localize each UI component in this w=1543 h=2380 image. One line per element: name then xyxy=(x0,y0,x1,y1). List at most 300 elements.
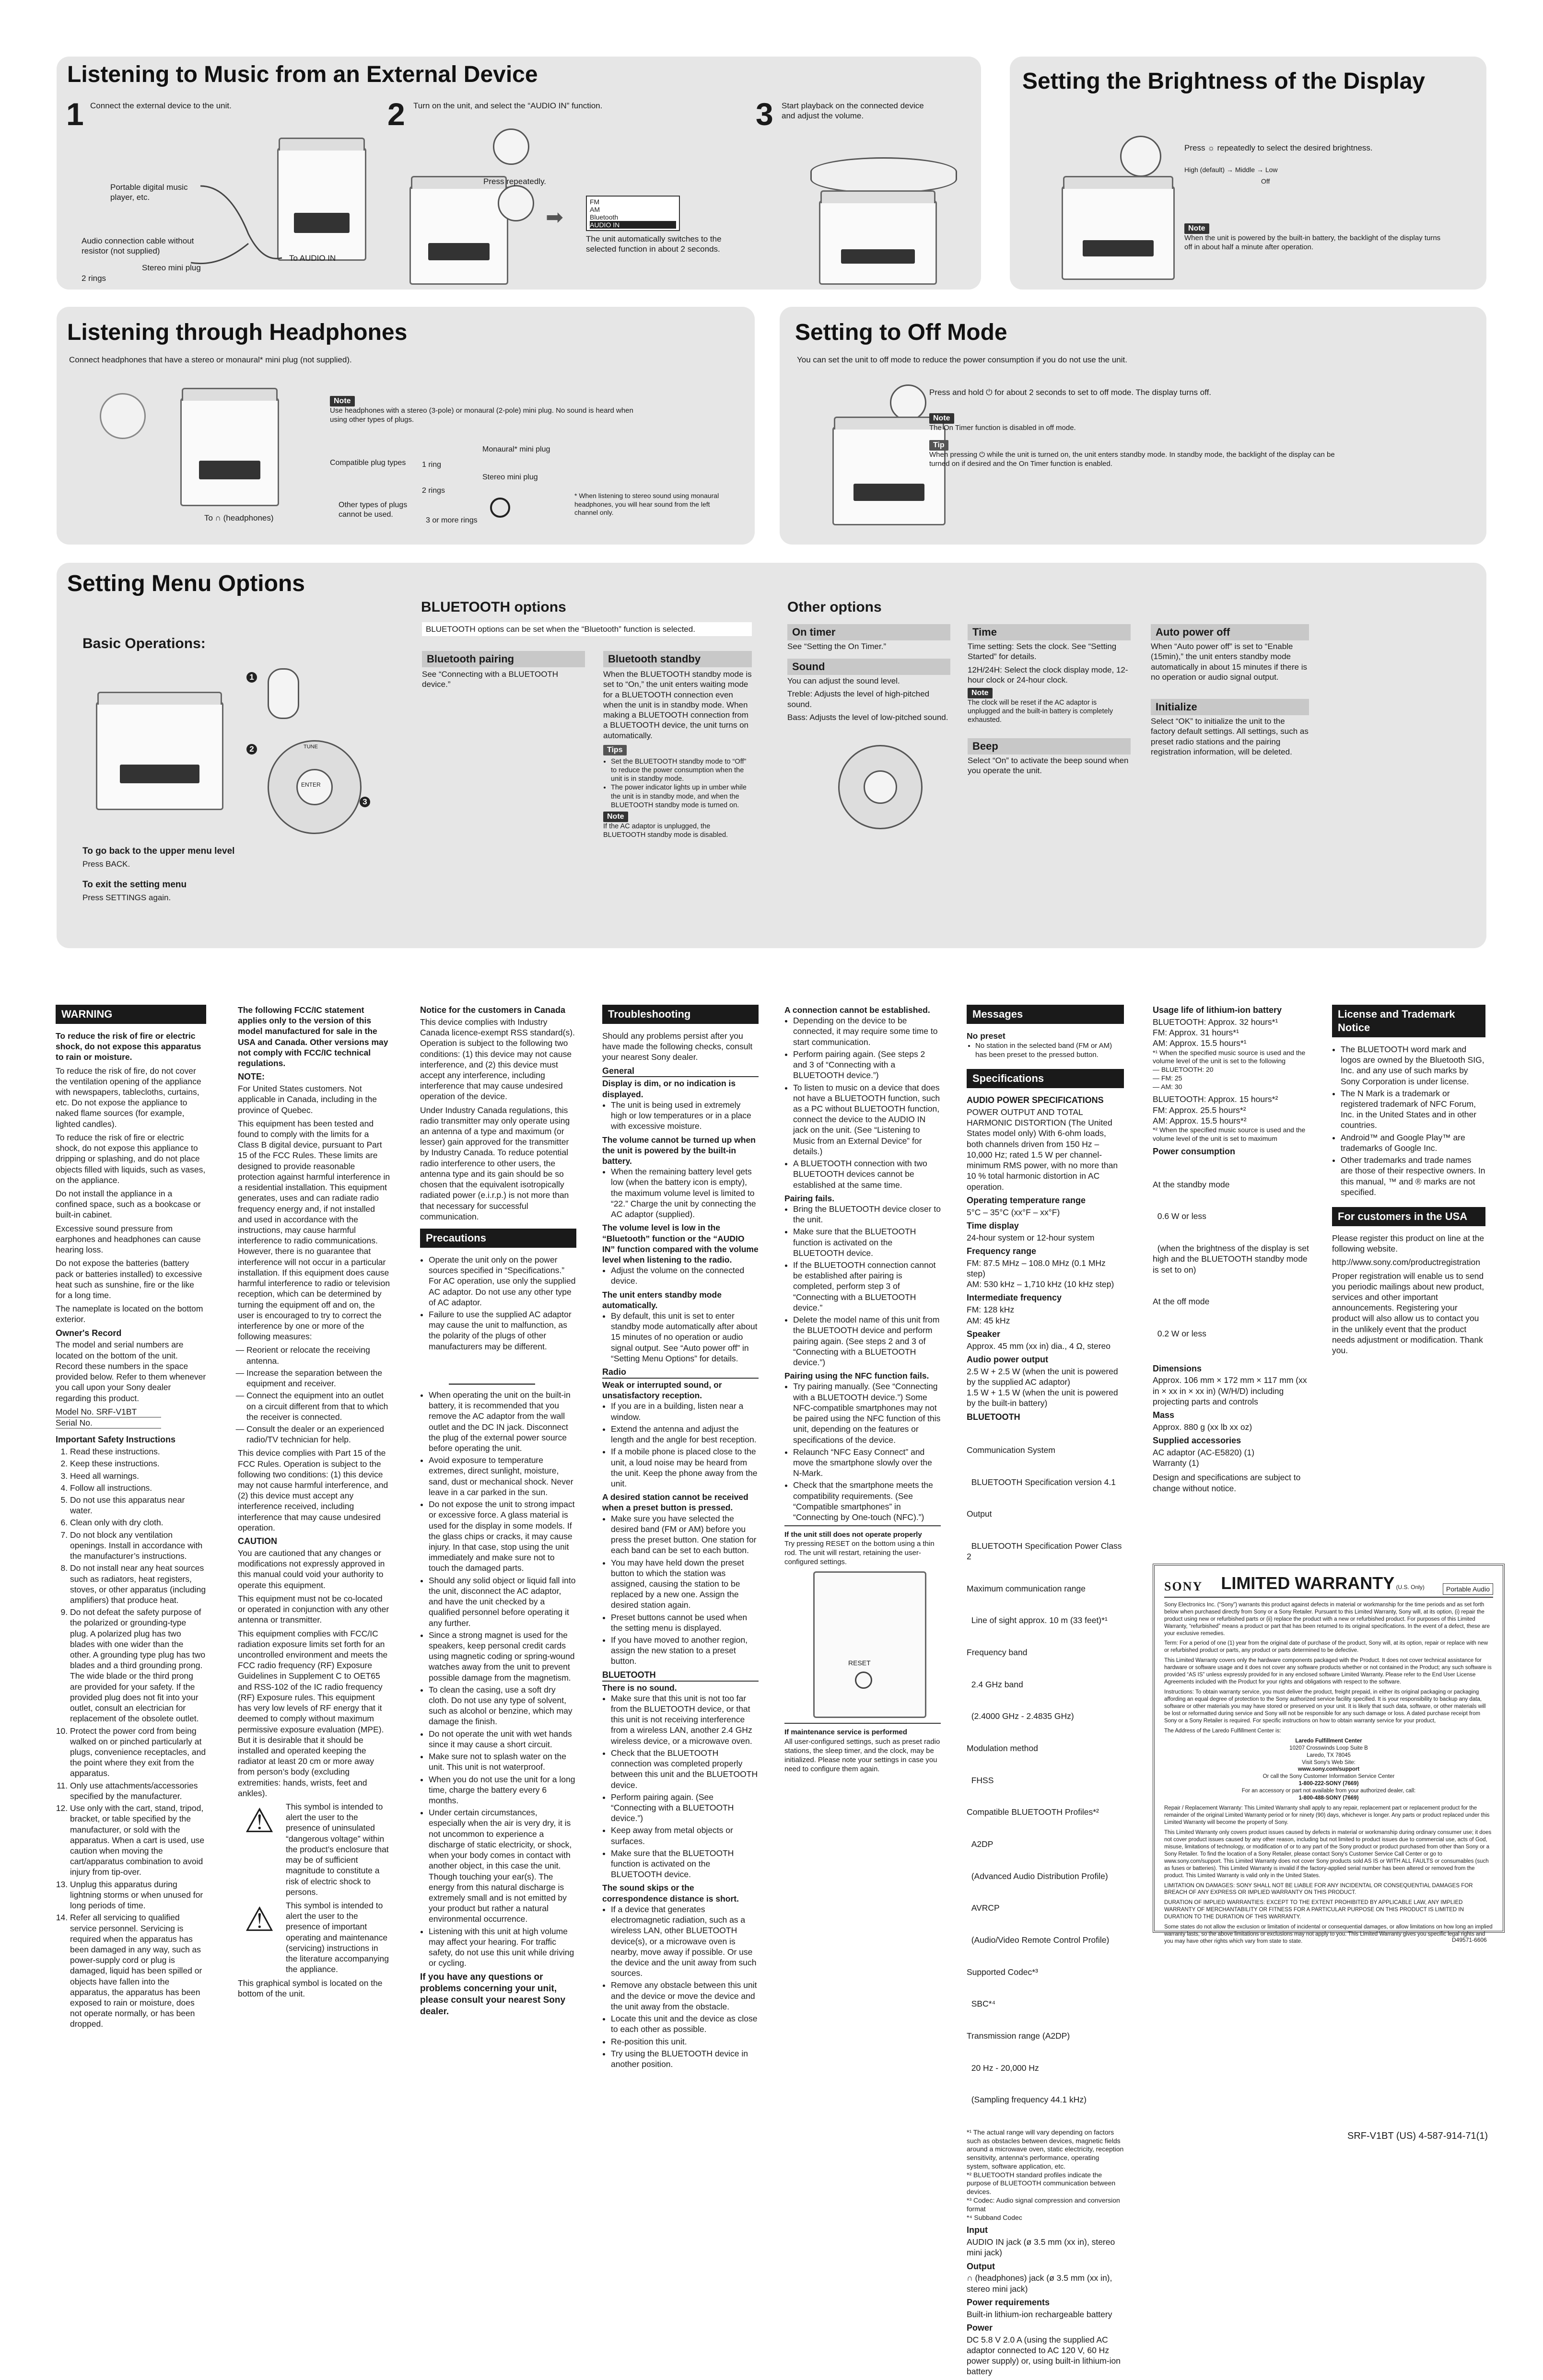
maintenance-text: All user-configured settings, such as preset radio stations, the sleep timer, and the clock, may be initialized. Please note your settings in case you need to configure them again. xyxy=(784,1737,940,1773)
list-item: — Connect the equipment into an outlet on a circuit different from that to which the receiver is connected. xyxy=(246,1390,390,1422)
spec-line: 2.4 GHz band xyxy=(967,1679,1023,1689)
callout-2: 2 xyxy=(246,744,257,755)
tip-text: When pressing ⏻ while the unit is turned on, the unit enters standby mode. In standby mode, the backlight of the display can be turned on if desired and the On Timer function is enabled. xyxy=(929,451,1335,468)
spec-line: (when the brightness of the display is set high and the BLUETOOTH standby mode is set to on) xyxy=(1153,1243,1311,1275)
sound-header: Sound xyxy=(787,659,950,675)
list-item: 11. Only use attachments/accessories specified by the manufacturer. xyxy=(70,1780,206,1801)
menu-item: FM xyxy=(590,198,600,206)
section-title: Listening to Music from an External Device xyxy=(67,62,538,87)
time-header: Time xyxy=(968,624,1131,640)
spec-line: Warranty (1) xyxy=(1153,1458,1199,1468)
prohibited-icon xyxy=(490,498,510,518)
initialize-header: Initialize xyxy=(1151,699,1309,715)
owners-record-text: The model and serial numbers are located on the bottom of the unit. Record these numbers in the space provided below. Refer to them whenever you call upon your Sony dealer regarding this product. xyxy=(56,1340,206,1403)
note-label: Note xyxy=(603,812,628,822)
note-text: If the AC adaptor is unplugged, the BLUETOOTH standby mode is disabled. xyxy=(603,822,728,839)
bluetooth-spec-list xyxy=(967,1423,1124,2126)
auto-power-off-text: When “Auto power off” is set to “Enable (15min),” the unit enters standby mode automatically in about 15 minutes if there is no operation or audio signal output. xyxy=(1151,642,1308,682)
problem-heading: There is no sound. xyxy=(602,1683,677,1693)
column-troubleshooting-2 xyxy=(784,1005,941,1776)
bluetooth-pairing-text: See “Connecting with a BLUETOOTH device.” xyxy=(422,670,559,689)
fcc-p: You are cautioned that any changes or modifications not expressly approved in this manual could void your authority to operate this equipment. xyxy=(238,1548,385,1590)
list-item: • The BLUETOOTH word mark and logos are owned by the Bluetooth SIG, Inc. and any use of such marks by Sony Corporation is under license. xyxy=(1341,1044,1485,1087)
basic-operations-heading: Basic Operations: xyxy=(82,636,206,651)
canada-heading: Notice for the customers in Canada xyxy=(420,1005,566,1015)
step-2-text: Turn on the unit, and select the “AUDIO IN” function. xyxy=(413,101,603,110)
spec-heading: Operating temperature range xyxy=(967,1195,1086,1205)
list-item: • The unit is being used in extremely high or low temperatures or in a place with excessive moisture. xyxy=(611,1100,759,1132)
fcc-measures xyxy=(238,1345,390,1445)
sound-text xyxy=(787,676,950,722)
list-item: • Perform pairing again. (See “Connecting with a BLUETOOTH device.”) xyxy=(611,1792,759,1824)
function-button-icon xyxy=(493,128,529,165)
list-item: • Extend the antenna and adjust the length and the angle for best reception. xyxy=(611,1424,759,1445)
step-3-text: Start playback on the connected device and adjust the volume. xyxy=(782,101,924,121)
enter-button-icon xyxy=(864,770,897,804)
list-item: • Relaunch “NFC Easy Connect” and move the smartphone slowly over the N-Mark. xyxy=(793,1447,941,1479)
precautions-header: Precautions xyxy=(420,1229,576,1248)
list-item: 14. Refer all servicing to qualified service personnel. Servicing is required when the apparatus has been damaged in any way, such as power-supply cord or plug is damaged, liquid has been spilled or objects have fallen into the apparatus, the apparatus has been exposed to rain or moisture, does not operate normally, or has been dropped. xyxy=(70,1912,206,2029)
spec-line: 0.2 W or less xyxy=(1153,1328,1206,1338)
exit-text: Press SETTINGS again. xyxy=(82,893,171,902)
list-item: • Locate this unit and the device as close to each other as possible. xyxy=(611,2013,759,2034)
list-item: • If a device that generates electromagnetic radiation, such as a wireless LAN, other BLUETOOTH device(s), or a microwave oven is nearby, move away if possible. Or use the device and the unit away from such sources. xyxy=(611,1904,759,1979)
list-item: • If the BLUETOOTH connection cannot be established after pairing is completed, perform step 3 of “Connecting with a BLUETOOTH device.” xyxy=(793,1260,941,1313)
symbol-text: This symbol is intended to alert the user to the presence of important operating and maintenance (servicing) instructions in the literature accompanying the appliance. xyxy=(286,1901,389,1974)
menu-item: AM xyxy=(590,206,600,214)
exclamation-warning-icon: ⚠ xyxy=(244,1901,275,1938)
bass-desc: Bass: Adjusts the level of low-pitched sound. xyxy=(787,712,948,722)
list-item: • Make sure that the BLUETOOTH function is activated on the BLUETOOTH device. xyxy=(611,1848,759,1880)
list-item: • Check that the BLUETOOTH connection was completed properly between this unit and the BLUETOOTH device. xyxy=(611,1748,759,1790)
list-item: • When the remaining battery level gets low (when the battery icon is empty), the maximum volume level is limited to “22.” Charge the unit by connecting the AC adaptor (supplied). xyxy=(611,1166,759,1219)
spec-line: AM: Approx. 15.5 hours*¹ xyxy=(1153,1038,1247,1048)
safety-instructions-list xyxy=(56,1446,206,2030)
spec-text: AM: 45 kHz xyxy=(967,1315,1010,1325)
label-cable: Audio connection cable without resistor (not supplied) xyxy=(82,236,194,256)
power-button-icon xyxy=(890,384,926,421)
unit-illustration xyxy=(96,702,223,810)
spec-line: Maximum communication range xyxy=(967,1583,1086,1593)
note-label: Note xyxy=(968,688,993,698)
label-stereo-plug: Stereo mini plug xyxy=(482,473,538,481)
fcc-p: For United States customers. Not applicable in Canada, including in the province of Quebec. xyxy=(238,1084,377,1115)
list-item: • Try using the BLUETOOTH device in another position. xyxy=(611,2048,759,2069)
column-specifications-2 xyxy=(1153,1005,1309,1497)
list-item: • Do not expose the unit to strong impact or excessive force. A glass material is used for the display in some models. If the glass chips or cracks, it may cause injury. In that case, stop using the unit immediately and make sure not to touch the damaged parts. xyxy=(429,1499,576,1574)
warranty-us-only: (U.S. Only) xyxy=(1396,1584,1425,1591)
license-header: License and Trademark Notice xyxy=(1332,1005,1485,1037)
troubleshooting-header: Troubleshooting xyxy=(602,1005,759,1024)
on-timer-text: See “Setting the On Timer.” xyxy=(787,642,886,651)
list-item: • Bring the BLUETOOTH device closer to the unit. xyxy=(793,1204,941,1225)
tune-label: TUNE xyxy=(304,744,318,750)
note-label: Note xyxy=(330,396,355,406)
warning-p: To reduce the risk of fire, do not cover the ventilation opening of the appliance with newspapers, tablecloths, curtains, etc. Do not expose the appliance to naked flame sources (for example, lighted candles). xyxy=(56,1066,201,1129)
function-menu-display xyxy=(586,196,680,231)
step-2-number: 2 xyxy=(387,96,405,132)
list-item: • If you are in a building, listen near a window. xyxy=(611,1401,759,1422)
column-warning xyxy=(56,1005,206,2032)
warranty-p: Sony Electronics Inc. (“Sony”) warrants this product against defects in material or workmanship for the time periods and as set forth below when purchased directly from Sony or a Sony Retailer. Pursuant to this Limited Warranty, Sony will, at its option, (i) repair the product using new or refurbished parts or (ii) replace the product with a new or refurbished product. For purposes of this Limited Warranty, “refurbished” means a product or part that has been returned to its original specifications. In the event of a defect, these are your exclusive remedies. xyxy=(1164,1602,1490,1637)
label-press-repeatedly: Press repeatedly. xyxy=(483,177,547,186)
spec-line: Modulation method xyxy=(967,1743,1038,1753)
fcc-p: This equipment has been tested and found to comply with the limits for a Class B digital device, pursuant to Part 15 of the FCC Rules. These limits are designed to provide reasonable protection against harmful interference in a residential installation. This equipment generates, uses and can radiate radio frequency energy and, if not installed and used in accordance with the instructions, may cause harmful interference to radio communications. However, there is no guarantee that interference will not occur in a particular installation. If this equipment does cause harmful interference to radio or television reception, which can be determined by turning the equipment off and on, the user is encouraged to try to correct the interference by one or more of the following measures: xyxy=(238,1118,390,1342)
note-heading: NOTE: xyxy=(238,1072,265,1082)
bluetooth-pairing-header: Bluetooth pairing xyxy=(422,651,585,667)
unit-illustration-3 xyxy=(819,200,937,285)
list-item: • Delete the model name of this unit from the BLUETOOTH device and perform pairing again. (See steps 2 and 3 of “Connecting with a BLUETOOTH device.”) xyxy=(793,1314,941,1368)
list-item: • Try pairing manually. (See “Connecting with a BLUETOOTH device.”) Some NFC-compatible smartphones may not be paired using the NFC function of this unit, depending on the features or specifications of the device. xyxy=(793,1381,941,1445)
label-2-rings: 2 rings xyxy=(82,274,106,283)
off-instruction: Press and hold ⏻ for about 2 seconds to set to off mode. The display turns off. xyxy=(929,388,1212,397)
note-label: Note xyxy=(929,413,954,424)
footnote: *¹ When the specified music source is used and the volume level of the unit is set to the following — BLUETOOTH: 20 — FM: 25 — AM: 30 xyxy=(1153,1048,1306,1091)
spec-heading: Speaker xyxy=(967,1329,1001,1339)
spec-line: Supported Codec*³ xyxy=(967,1967,1038,1977)
bluetooth-heading: BLUETOOTH xyxy=(602,1670,759,1682)
address-line: 1-800-222-SONY (7669) xyxy=(1298,1781,1359,1787)
list-item: • No station in the selected band (FM or AM) has been preset to the pressed button. xyxy=(975,1041,1124,1059)
canada-p: This device complies with Industry Canada licence-exempt RSS standard(s). Operation is subject to the following two conditions: (1) this device may not cause interference, and (2) this device must accept any interference, including interference that may cause undesired operation of the device. xyxy=(420,1017,575,1102)
panel-off-mode xyxy=(780,307,1486,545)
spec-text: Approx. 106 mm × 172 mm × 117 mm (xx in × xx in × xx in) (W/H/D) including projecting parts and controls xyxy=(1153,1375,1307,1406)
footnote: *⁴ Subband Codec xyxy=(967,2213,1022,2221)
column-troubleshooting xyxy=(602,1005,759,2072)
spec-text: AM: 530 kHz – 1,710 kHz (10 kHz step) xyxy=(967,1279,1114,1289)
list-item: 12. Use only with the cart, stand, tripod, bracket, or table specified by the manufacturer, or sold with the apparatus. When a cart is used, use caution when moving the cart/apparatus combination to avoid injury from tip-over. xyxy=(70,1803,206,1878)
list-item: • Depending on the device to be connected, it may require some time to start communication. xyxy=(793,1015,941,1047)
spec-text: 5°C – 35°C (xx°F – xx°F) xyxy=(967,1207,1060,1217)
warning-header: WARNING xyxy=(56,1005,206,1024)
warranty-p: Instructions: To obtain warranty service, you must deliver the product, freight prepaid, in either its original packaging or packaging affording an equal degree of protection to the Sony authorized service facility specified. It is your responsibility to backup any data, software or other materials you may have stored or preserved on your unit. It is likely that such data, software, or other materials will be lost or reformatted during service and Sony will not be responsible for any such damage or loss. A dated purchase receipt from Sony or a Sony Retailer is required. For specific instructions on how to obtain warranty service for your product, xyxy=(1164,1689,1486,1724)
list-item: • A BLUETOOTH connection with two BLUETOOTH devices cannot be established at the same time. xyxy=(793,1158,941,1190)
warranty-p: Some states do not allow the exclusion or limitation of incidental or consequential damages, or allow limitations on how long an implied warranty lasts, so the above limitations or exclusions may not apply to you. This Limited Warranty gives you specific legal rights and you may have other rights which vary from state to state. xyxy=(1164,1924,1493,1945)
spec-text: FM: 128 kHz xyxy=(967,1305,1015,1315)
spec-heading: Supplied accessories xyxy=(1153,1436,1241,1446)
tips-label: Tips xyxy=(603,745,627,755)
address-line: Laredo Fulfillment Center xyxy=(1295,1738,1362,1744)
symbol-row xyxy=(238,1900,390,1975)
off-intro: You can set the unit to off mode to reduce the power consumption if you do not use the unit. xyxy=(797,355,1127,364)
warning-p: To reduce the risk of fire or electric shock, do not expose this appliance to dripping or splashing, and do not place objects filled with liquids, such as vases, on the appliance. xyxy=(56,1132,206,1185)
registration-link[interactable]: http://www.sony.com/productregistration xyxy=(1332,1257,1480,1267)
headphones-intro: Connect headphones that have a stereo or monaural* mini plug (not supplied). xyxy=(69,355,352,364)
section-title: Setting Menu Options xyxy=(67,571,305,596)
spec-line: BLUETOOTH: Approx. 32 hours*¹ xyxy=(1153,1017,1278,1027)
canada-p: Under Industry Canada regulations, this radio transmitter may only operate using an antenna of a type and maximum (or lesser) gain approved for the transmitter by Industry Canada. To reduce potential radio interference to other users, the antenna type and its gain should be so chosen that the equivalent isotropically radiated power (e.i.r.p.) is not more than that necessary for successful communication. xyxy=(420,1105,570,1221)
callout-1: 1 xyxy=(246,672,257,683)
usa-header: For customers in the USA xyxy=(1332,1207,1485,1226)
tip-item: • The power indicator lights up in umber while the unit is in standby mode, and when the BLUETOOTH standby mode is turned on. xyxy=(611,783,752,809)
spec-text: DC 5.8 V 2.0 A (using the supplied AC adaptor connected to AC 120 V, 60 Hz power supply) or, using built-in lithium-ion battery xyxy=(967,2334,1121,2377)
footnote: *³ Codec: Audio signal compression and conversion format xyxy=(967,2196,1120,2213)
reset-box xyxy=(784,1525,941,1718)
warranty-p: Repair / Replacement Warranty: This Limited Warranty shall apply to any repair, replacement part or replacement product for the remainder of the original Limited Warranty period or for ninety (90) days, whichever is longer. Any parts or product replaced under this Limited Warranty will become the property of Sony. xyxy=(1164,1805,1490,1826)
precautions-end: If you have any questions or problems concerning your unit, please consult your nearest Sony dealer. xyxy=(420,1972,566,2017)
problem-heading: Pairing using the NFC function fails. xyxy=(784,1371,929,1381)
label-3-rings: 3 or more rings xyxy=(426,516,478,524)
problem-heading: A desired station cannot be received when a preset button is pressed. xyxy=(602,1492,748,1513)
spec-heading: AUDIO POWER SPECIFICATIONS xyxy=(967,1095,1104,1105)
bluetooth-standby-header: Bluetooth standby xyxy=(603,651,752,667)
volume-knob-icon xyxy=(810,157,957,194)
bluetooth-standby-text: When the BLUETOOTH standby mode is set to “On,” the unit enters waiting mode for a BLUETOOTH connection even when the unit is in standby mode. When making a BLUETOOTH connection from a BLUETOOTH device, the unit turns on automatically. xyxy=(603,670,752,740)
list-item: • Check that the smartphone meets the compatibility requirements. (See “Compatible smartphones” in “Connecting by One-touch (NFC).”) xyxy=(793,1480,941,1522)
maintenance-box xyxy=(784,1723,941,1773)
list-item: 10. Protect the power cord from being walked on or pinched particularly at plugs, convenience receptacles, and the point where they exit from the apparatus. xyxy=(70,1726,206,1779)
spec-heading: Dimensions xyxy=(1153,1363,1202,1373)
label-compatible: Compatible plug types xyxy=(330,459,406,467)
spec-heading: Intermediate frequency xyxy=(967,1293,1062,1303)
problem-heading: The unit enters standby mode automatically. xyxy=(602,1289,722,1310)
step-3-number: 3 xyxy=(756,96,773,132)
warranty-header xyxy=(1164,1572,1493,1598)
list-item: • If you have moved to another region, assign the new station to a preset button. xyxy=(611,1635,759,1667)
spec-line: Communication System xyxy=(967,1445,1055,1455)
brightness-cycle: High (default) → Middle → Low xyxy=(1184,166,1278,174)
enter-label: ENTER xyxy=(301,781,321,788)
problem-heading: The volume level is low in the “Bluetooth” function or the “AUDIO IN” function compared with the volume level when listening to the radio. xyxy=(602,1223,759,1265)
column-canada-precautions xyxy=(420,1005,576,2020)
list-item: 13. Unplug this apparatus during lightning storms or when unused for long periods of time. xyxy=(70,1879,206,1911)
spec-line: Compatible BLUETOOTH Profiles*² xyxy=(967,1807,1099,1817)
warning-p: Do not expose the batteries (battery pack or batteries installed) to excessive heat such as sunshine, fire or the like for a long time. xyxy=(56,1258,202,1300)
spec-line: BLUETOOTH Specification Power Class 2 xyxy=(967,1541,1124,1562)
list-item: • If a mobile phone is placed close to the unit, a loud noise may be heard from the unit. Keep the phone away from the unit. xyxy=(611,1446,759,1489)
spec-line: AC adaptor (AC-E5820) (1) xyxy=(1153,1448,1255,1457)
bluetooth-options-heading: BLUETOOTH options xyxy=(421,599,566,615)
label-other-plugs: Other types of plugs cannot be used. xyxy=(339,501,408,519)
list-item: • When operating the unit on the built-in battery, it is recommended that you remove the AC adaptor from the wall outlet and the DC IN jack. Disconnect the plug of the external power source before operating the unit. xyxy=(429,1390,576,1453)
unit-illustration-2 xyxy=(409,186,508,285)
list-item: 7. Do not block any ventilation openings. Install in accordance with the manufacturer’s instructions. xyxy=(70,1530,206,1562)
spec-heading: Frequency range xyxy=(967,1246,1037,1256)
reset-button-icon xyxy=(855,1672,872,1689)
spec-line: (Advanced Audio Distribution Profile) xyxy=(967,1871,1108,1881)
list-item: • Make sure not to splash water on the unit. This unit is not waterproof. xyxy=(429,1751,576,1772)
list-item: • Operate the unit only on the power sources specified in “Specifications.” For AC operation, use only the supplied AC adaptor. Do not use any other type of AC adaptor. xyxy=(429,1254,576,1308)
spec-text: AUDIO IN jack (ø 3.5 mm (xx in), stereo mini jack) xyxy=(967,2237,1115,2258)
spec-heading: BLUETOOTH xyxy=(967,1412,1020,1422)
unit-illustration xyxy=(832,427,946,525)
spec-line: Frequency band xyxy=(967,1648,1028,1658)
list-item: • Make sure you have selected the desired band (FM or AM) before you press the preset button. One station for each band can be set to each button. xyxy=(611,1513,759,1556)
problem-heading: A connection cannot be established. xyxy=(784,1005,930,1015)
fcc-p: This equipment must not be co-located or operated in conjunction with any other antenna or transmitter. xyxy=(238,1593,389,1625)
address-line: Laredo, TX 78045 xyxy=(1307,1752,1351,1758)
time-mode-desc: 12H/24H: Select the clock display mode, 12-hour clock or 24-hour clock. xyxy=(968,665,1128,685)
tip-label: Tip xyxy=(929,440,948,451)
ac-plug-icon xyxy=(449,1355,535,1385)
spec-line: (2.4000 GHz - 2.4835 GHz) xyxy=(967,1711,1074,1721)
model-number: Model No. SRF-V1BT xyxy=(56,1406,161,1417)
footnote: *¹ The actual range will vary depending on factors such as obstacles between devices, magnetic fields around a microwave oven, static electricity, reception sensitivity, antenna's performance, operating system, software application, etc. xyxy=(967,2128,1124,2170)
warranty-code: D49571-6606 xyxy=(1452,1937,1487,1943)
time-text xyxy=(968,641,1131,724)
warranty-p: This Limited Warranty only covers product issues caused by defects in material or workmanship during ordinary consumer use; it does not cover product issues caused by any other reason, including but not limited to product issues due to commercial use, acts of God, misuse, limitations of technology, or modification of or to any part of the Sony product or product purchased from other than Sony or a Sony Retailer. To find the location of a Sony Retailer, please contact Sony's Customer Service Call Center or go to www.sony.com/support. This Limited Warranty does not cover Sony products sold AS IS or WITH ALL FAULTS or consumables (such as fuses or batteries). This Limited Warranty is invalid if the factory-applied serial number has been altered or removed from the product. This Limited Warranty is valid only in the United States. xyxy=(1164,1829,1492,1879)
spec-line: Transmission range (A2DP) xyxy=(967,2031,1070,2041)
reset-heading: If the unit still does not operate properly xyxy=(784,1531,922,1539)
note-text: Use headphones with a stereo (3-pole) or monaural (2-pole) mini plug. No sound is heard when using other types of plugs. xyxy=(330,406,633,424)
section-title: Setting to Off Mode xyxy=(795,320,1007,345)
label-1-ring: 1 ring xyxy=(422,461,442,469)
spec-line: FHSS xyxy=(967,1775,994,1785)
messages-header: Messages xyxy=(967,1005,1124,1024)
warranty-p: The Address of the Laredo Fulfillment Center is: xyxy=(1164,1728,1281,1734)
note-text: When the unit is powered by the built-in battery, the backlight of the display turns off in about half a minute after operation. xyxy=(1184,234,1441,251)
footnote: *² BLUETOOTH standard profiles indicate the purpose of BLUETOOTH communication between devices. xyxy=(967,2171,1116,2196)
back-text: Press BACK. xyxy=(82,859,130,869)
spec-text: 1.5 W + 1.5 W (when the unit is powered by the built-in battery) xyxy=(967,1388,1118,1408)
beep-header: Beep xyxy=(968,738,1131,755)
list-item: • Should any solid object or liquid fall into the unit, disconnect the AC adaptor, and have the unit checked by a qualified personnel before operating it any further. xyxy=(429,1575,576,1628)
panel-external-device xyxy=(57,57,981,290)
cable-illustration xyxy=(191,176,287,272)
note-box xyxy=(330,396,637,425)
spec-line: AVRCP xyxy=(967,1903,1000,1913)
fcc-p: This device complies with Part 15 of the FCC Rules. Operation is subject to the following two conditions: (1) this device may not cause harmful interference, and (2) this device must accept any interference received, including interference that may cause undesired operation. xyxy=(238,1448,388,1532)
trouble-intro: Should any problems persist after you have made the following checks, consult your nearest Sony dealer. xyxy=(602,1031,753,1062)
warranty-p: Term: For a period of one (1) year from the original date of purchase of the product, Sony will, at its option, repair or replace with new or refurbished product or parts, any product or parts determined to be defective. xyxy=(1164,1640,1488,1654)
unit-illustration xyxy=(180,398,279,506)
footnote: *² When the specified music source is used and the volume level of the unit is set to maximum xyxy=(1153,1126,1306,1142)
label-to-audio-in: To AUDIO IN xyxy=(289,254,336,263)
address-line: www.sony.com/support xyxy=(1298,1766,1360,1773)
reset-label: RESET xyxy=(848,1659,871,1667)
brightness-instruction: Press ☼ repeatedly to select the desired brightness. xyxy=(1184,143,1373,152)
tip-item: • Set the BLUETOOTH standby mode to “Off” to reduce the power consumption when the unit is in standby mode. xyxy=(611,757,752,783)
list-item: • When you do not use the unit for a long time, charge the battery every 6 months. xyxy=(429,1774,576,1806)
fcc-p: This equipment complies with FCC/IC radiation exposure limits set forth for an uncontrolled environment and meets the FCC radio frequency (RF) Exposure Guidelines in Supplement C to OET65 and RSS-102 of the IC radio frequency (RF) Exposure rules. This equipment has very low levels of RF energy that it deemed to comply without maximum permissive exposure evaluation (MPE). But it is desirable that it should be installed and operated keeping the radiator at least 20 cm or more away from person’s body (excluding extremities: hands, wrists, feet and ankles). xyxy=(238,1628,388,1798)
spec-heading: Power requirements xyxy=(967,2297,1050,2307)
initialize-text: Select “OK” to initialize the unit to the factory default settings. All settings, such as preset radio stations and the pairing registration information, will be deleted. xyxy=(1151,717,1309,756)
tip-box xyxy=(929,440,1342,469)
problem-heading: Pairing fails. xyxy=(784,1193,835,1203)
spec-text: POWER OUTPUT AND TOTAL HARMONIC DISTORTION (The United States model only) With 6-ohm loads, both channels driven from 150 Hz – 10,000 Hz; rated 1.5 W per channel-minimum RMS power, with no more than 10 % total harmonic distortion in AC operation. xyxy=(967,1107,1118,1192)
list-item: • Android™ and Google Play™ are trademarks of Google Inc. xyxy=(1341,1132,1485,1153)
monaural-footnote: * When listening to stereo sound using monaural headphones, you will hear sound from the left channel only. xyxy=(574,492,719,516)
spec-text: 24-hour system or 12-hour system xyxy=(967,1232,1095,1242)
owners-record-heading: Owner's Record xyxy=(56,1328,122,1338)
panel-headphones xyxy=(57,307,755,545)
list-item: 8. Do not install near any heat sources such as radiators, heat registers, stoves, or other apparatus (including amplifiers) that produce heat. xyxy=(70,1563,206,1605)
list-item: • Re-position this unit. xyxy=(611,2036,759,2047)
list-item: • Make sure that the BLUETOOTH function is activated on the BLUETOOTH device. xyxy=(793,1226,941,1258)
exit-heading: To exit the setting menu xyxy=(82,880,187,890)
precautions-list xyxy=(420,1254,576,1352)
menu-item: Bluetooth xyxy=(590,213,619,221)
list-item: • Since a strong magnet is used for the speakers, keep personal credit cards using magnetic coding or spring-wound watches away from the unit to prevent possible damage from the magnetism. xyxy=(429,1630,576,1683)
spec-heading: Input xyxy=(967,2225,988,2235)
general-heading: General xyxy=(602,1066,759,1078)
warranty-p: DURATION OF IMPLIED WARRANTIES: EXCEPT TO THE EXTENT PROHIBITED BY APPLICABLE LAW, ANY IMPLIED WARRANTY OF MERCHANTABILITY OR FITNESS FOR A PARTICULAR PURPOSE ON THIS PRODUCT IS LIMITED IN DURATION TO THE DURATION OF THIS WARRANTY. xyxy=(1164,1900,1464,1920)
warranty-address xyxy=(1164,1738,1493,1802)
panel-brightness xyxy=(1010,57,1486,290)
specifications-header: Specifications xyxy=(967,1069,1124,1088)
address-line: 10207 Crosswinds Loop Suite B xyxy=(1289,1745,1368,1751)
list-item: 2. Keep these instructions. xyxy=(70,1458,206,1469)
problem-heading: Weak or interrupted sound, or unsatisfactory reception. xyxy=(602,1380,722,1401)
warranty-p: LIMITATION ON DAMAGES: SONY SHALL NOT BE LIABLE FOR ANY INCIDENTAL OR CONSEQUENTIAL DAMAGES FOR BREACH OF ANY EXPRESS OR IMPLIED WARRANTY ON THIS PRODUCT. xyxy=(1164,1882,1473,1896)
unit-illustration xyxy=(277,148,366,261)
note-box xyxy=(1184,223,1443,252)
caution-heading: CAUTION xyxy=(238,1536,277,1546)
spec-line: 20 Hz - 20,000 Hz xyxy=(967,2063,1039,2073)
settings-button-icon xyxy=(268,668,299,719)
on-timer-header: On timer xyxy=(787,624,950,640)
list-item: • Make sure that this unit is not too far from the BLUETOOTH device, or that this unit is not receiving interference from a wireless LAN, another 2.4 GHz wireless device, or a microwave oven. xyxy=(611,1693,759,1746)
address-line: Or call the Sony Customer Information Service Center xyxy=(1262,1774,1395,1780)
list-item: 1. Read these instructions. xyxy=(70,1446,206,1457)
spec-line: A2DP xyxy=(967,1839,994,1849)
list-item: 3. Heed all warnings. xyxy=(70,1471,206,1481)
note-label: Note xyxy=(1184,223,1209,234)
panel-menu-options xyxy=(57,563,1486,948)
function-button-icon-2 xyxy=(498,185,534,221)
list-item: 5. Do not use this apparatus near water. xyxy=(70,1495,206,1516)
list-item: • To listen to music on a device that does not have a BLUETOOTH function, such as a PC without BLUETOOTH function, connect the device to the AUDIO IN jack on the unit. (See “Listening to Music from an External Device” for details.) xyxy=(793,1082,941,1157)
section-title: Setting the Brightness of the Display xyxy=(1022,69,1426,94)
fcc-p: This graphical symbol is located on the bottom of the unit. xyxy=(238,1978,383,1998)
label-mono-plug: Monaural* mini plug xyxy=(482,445,550,453)
label-portable-player: Portable digital music player, etc. xyxy=(110,183,188,202)
problem-heading: Display is dim, or no indication is displayed. xyxy=(602,1079,736,1099)
list-item: • Avoid exposure to temperature extremes, direct sunlight, moisture, sand, dust or mechanical shock. Never leave in a car parked in the sun. xyxy=(429,1455,576,1498)
list-item: • You may have held down the preset button to which the station was assigned, causing the station to be replaced by a new one. Assign the desired station again. xyxy=(611,1557,759,1611)
list-item: 4. Follow all instructions. xyxy=(70,1483,206,1493)
back-heading: To go back to the upper menu level xyxy=(82,846,235,856)
precautions-list xyxy=(420,1390,576,1969)
unit-bottom-illustration xyxy=(813,1571,926,1718)
menu-item-selected: AUDIO IN xyxy=(590,221,676,229)
list-item: • To clean the casing, use a soft dry cloth. Do not use any type of solvent, such as alcohol or benzine, which may damage the finish. xyxy=(429,1684,576,1727)
spec-heading: Audio power output xyxy=(967,1354,1048,1364)
arrow-right-icon: ➡ xyxy=(546,206,563,229)
spec-line: (Sampling frequency 44.1 kHz) xyxy=(967,2095,1087,2105)
problem-heading: The volume cannot be turned up when the unit is powered by the built-in battery. xyxy=(602,1135,756,1166)
address-line: For an accessory or part not available from your authorized dealer, call: xyxy=(1241,1788,1416,1794)
label-2-rings: 2 rings xyxy=(422,487,445,495)
spec-text: Built-in lithium-ion rechargeable battery xyxy=(967,2309,1112,2319)
unit-illustration xyxy=(1062,186,1175,280)
spec-text: ∩ (headphones) jack (ø 3.5 mm (xx in), stereo mini jack) xyxy=(967,2273,1112,2294)
sound-desc: You can adjust the sound level. xyxy=(787,676,900,685)
list-item: • Listening with this unit at high volume may affect your hearing. For traffic safety, do not use this unit while driving or cycling. xyxy=(429,1926,576,1969)
label-stereo-plug: Stereo mini plug xyxy=(142,263,201,272)
spec-line: SBC*⁴ xyxy=(967,1999,996,2009)
power-consumption-list xyxy=(1153,1158,1309,1360)
spec-heading: Output xyxy=(967,2261,995,2271)
list-item: — Consult the dealer or an experienced radio/TV technician for help. xyxy=(246,1424,390,1445)
address-line: Visit Sony's Web Site: xyxy=(1302,1759,1356,1765)
spec-line: 0.6 W or less xyxy=(1153,1211,1206,1221)
spec-line: AM: Approx. 15.5 hours*² xyxy=(1153,1115,1247,1126)
spec-footnotes xyxy=(967,2128,1124,2222)
warranty-title: LIMITED WARRANTY xyxy=(1221,1573,1395,1593)
usa-text: Proper registration will enable us to send you periodic mailings about new product, services and other important announcements. Registering your product will also allow us to contact you in the unlikely event that the product needs adjustment or modification. Thank you. xyxy=(1332,1271,1485,1356)
list-item: • Under certain circumstances, especially when the air is very dry, it is not uncommon to experience a discharge of static electricity, or shock, when your body comes in contact with another object, in this case the unit. Though touching your ear(s). The energy from this natural discharge is extremely small and is not emitted by your product but rather a natural environmental occurrence. xyxy=(429,1807,576,1924)
spec-heading: Time display xyxy=(967,1220,1019,1231)
list-item: 9. Do not defeat the safety purpose of the polarized or grounding-type plug. A polarized plug has two blades with one wider than the other. A grounding type plug has two blades and a third grounding prong. The wide blade or the third prong are provided for your safety. If the provided plug does not fit into your outlet, consult an electrician for replacement of the obsolete outlet. xyxy=(70,1607,206,1724)
spec-line: BLUETOOTH: Approx. 15 hours*² xyxy=(1153,1094,1278,1104)
symbol-row xyxy=(238,1801,390,1897)
spec-line: FM: Approx. 31 hours*¹ xyxy=(1153,1028,1239,1038)
list-item: • Keep away from metal objects or surfaces. xyxy=(611,1825,759,1846)
note-text: The clock will be reset if the AC adaptor is unplugged and the built-in battery is completely exhausted. xyxy=(968,699,1113,724)
column-specifications xyxy=(967,1005,1124,2380)
fcc-bold: The following FCC/IC statement applies only to the version of this model manufactured for sale in the USA and Canada. Other versions may not comply with FCC/IC technical regulations. xyxy=(238,1005,388,1068)
